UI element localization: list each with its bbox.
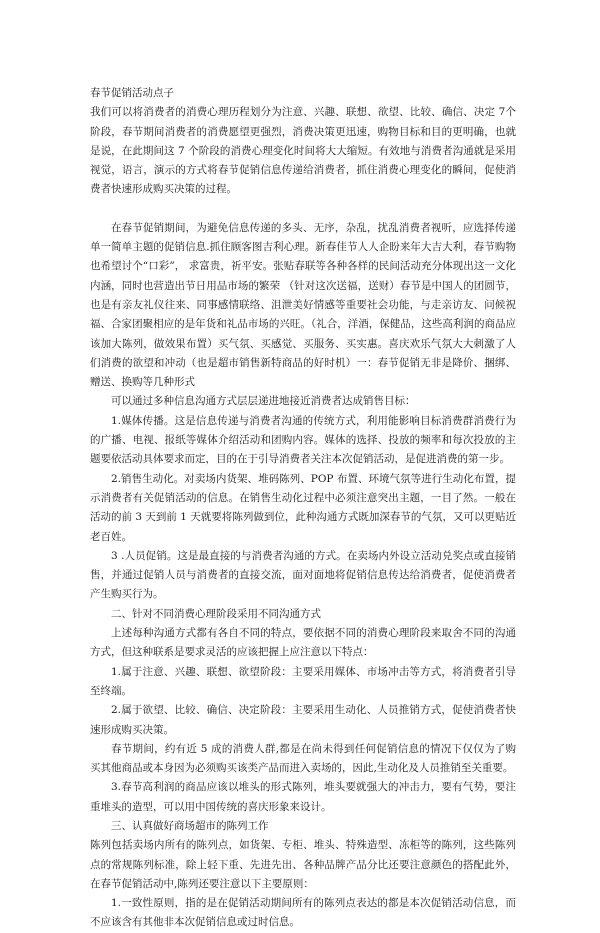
list-item-media: 1.媒体传播。这是信息传递与消费者沟通的传统方式，利用能影响目标消费群消费行为的广播、电视、报纸等媒体介绍活动和团购内容。媒体的选择、投放的频率和每次投放的主题要依活动具体要求而定，目的在于引导消费者关注本次促销活动，是促进消费的第一步。 [90,414,516,466]
list-item-stage-2: 2.属于欲望、比较、确信、决定阶段：主要采用生动化、人员推销方式，促使消费者快速形成购买决策。 [90,704,516,736]
section-heading-3: 三、认真做好商场超市的陈列工作 [111,819,269,832]
list-item-personnel: 3 .人员促销。这是最直接的与消费者沟通的方式。在卖场内外设立活动兑奖点或直接销售，并通过促销人员与消费者的直接交流，面对面地将促销信息传达给消费者，促使消费者产生购买行为。 [90,549,516,601]
list-item-merchandising: 2.销售生动化。对卖场内货架、堆码陈列、POP 布置、环境气氛等进行生动化布置，提示消费者有关促销活动的信息。在销售生动化过程中必须注意突出主题，一目了然。一般在活动的前 3 天到前 1 天就要将陈列做到位，此种沟通方式既加深春节的气氛，又可以更贴近老百姓。 [90,472,516,543]
festival-note: 春节期间，约有近 5 成的消费人群,都是在尚未得到任何促销信息的情况下仅仅为了购买其他商品或本身因为必须购买该类产品而进入卖场的，因此,生动化及人员推销至关重要。 [90,742,516,775]
list-item-stacking: 3.春节高利润的商品应该以堆头的形式陈列，堆头要就强大的冲击力，要有气势，要注重堆头的造型，可以用中国传统的喜庆形象来设计。 [90,781,516,813]
section-2-lead: 上述每种沟通方式都有各自不同的特点，要依据不同的消费心理阶段来取舍不同的沟通方式，但这种联系是要求灵活的应该把握上应注意以下特点： [90,627,516,659]
context-paragraph: 在春节促销期间，为避免信息传递的多头、无序，杂乱，扰乱消费者视听，应选择传递单一简单主题的促销信息.抓住顾客图吉利心理。新春佳节人人企盼来年大吉大利，春节购物也希望讨个“口彩”， 求富贵，祈平安。张贴春联等各种各样的民间活动充分体现出这一文化内涵，同时也营造出节日用品市场的繁荣 （针对这次送福，送财）春节是中国人的团圆节，也是有亲友礼仪往来、同事感情联络、沮泄美好情感等重要社会功能，与走亲访友、问候祝福、合家团聚相应的是年货和礼品市场的兴旺。（礼合，洋酒，保健品，这些高利润的商品应该加大陈列，做效果布置）买气氛、买感觉、买服务、买实惠。喜庆欢乐气氛大大刺激了人们消费的欲望和冲动（也是超市销售新特商品的好时机）一：春节促销无非是降价、捆绑、赠送、换购等几种形式 [90,221,516,389]
section-3-lead: 陈列包括卖场内所有的陈列点，如货架、专柜、堆头、特殊造型、冻柜等的陈列，这些陈列点的常规陈列标准，除上轻下重、先进先出、各种品牌产品分比还要注意颜色的搭配此外，在春节促销活动中,陈列还要注意以下主要原则： [90,839,516,890]
list-item-stage-1: 1.属于注意、兴趣、联想、欲望阶段：主要采用媒体、市场冲击等方式，将消费者引导至终端。 [90,665,516,697]
list-item-consistency: 1.一致性原则，指的是在促销活动期间所有的陈列点表达的都是本次促销活动信息，而不应该含有其他非本次促销信息或过时信息。 [90,897,516,929]
intro-paragraph: 我们可以将消费者的消费心理历程划分为注意、兴趣、联想、欲望、比较、确信、决定 7个阶段，春节期间消费者的消费愿望更强烈，消费决策更迅速，购物目标和目的更明确，也就是说，在此期间这 7 个阶段的消费心理变化时间将大大缩短。有效地与消费者沟通就是采用视觉，语言，演示的方式将春节促销信息传递给消费者，抓住消费心理变化的瞬间，促使消费者快速形成购买决策的过程。 [90,106,516,196]
section-lead: 可以通过多种信息沟通方式层层递进地接近消费者达成销售目标： [111,395,416,408]
document-title: 春节促销活动点子 [90,87,174,99]
section-heading-2: 二、针对不同消费心理阶段采用不同沟通方式 [111,607,321,620]
document-body [90,84,516,933]
